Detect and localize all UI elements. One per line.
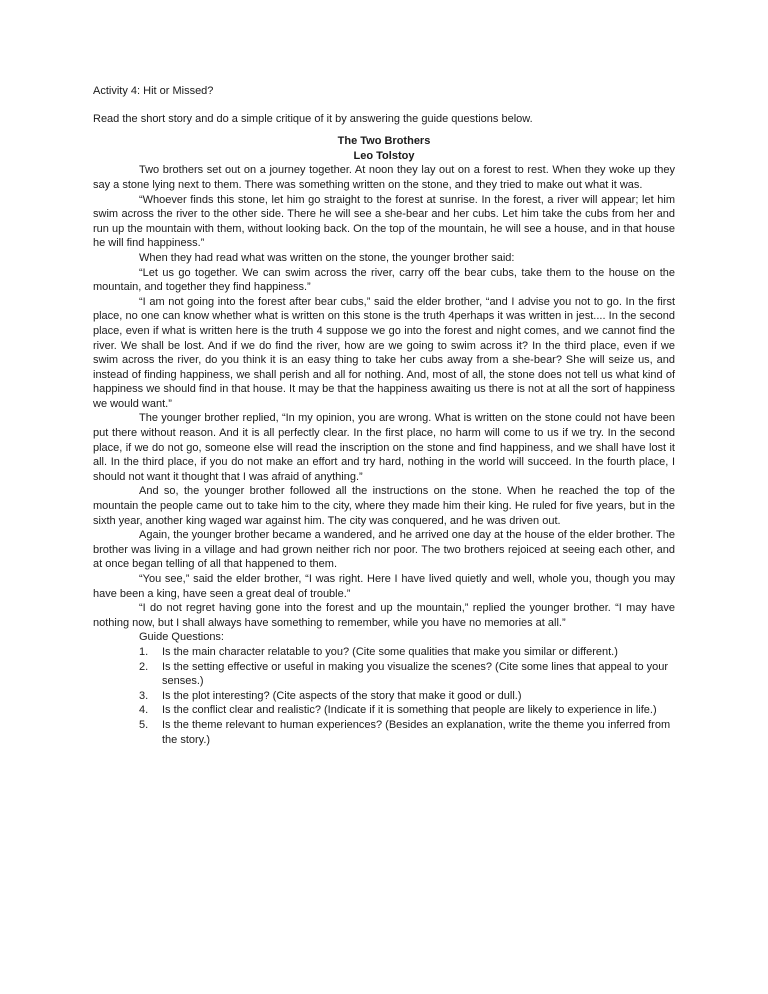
guide-questions-heading: Guide Questions:	[139, 631, 224, 644]
question-text: Is the theme relevant to human experiences? (Besides an explanation, write the theme you inferred from the story.)	[162, 718, 671, 746]
story-paragraph: “I do not regret having gone into the forest and up the mountain,” replied the younger brother. “I may have nothing now, but I shall always have something to remember, while you have no memories at all.”	[93, 602, 675, 629]
story-paragraph: And so, the younger brother followed all the instructions on the stone. When he reached the top of the mountain the people came out to take him to the city, where they made him their king. He ruled for five years, but in the sixth year, another king waged war against him. The city was conquered, and he was driven out.	[93, 485, 675, 527]
story-paragraph: When they had read what was written on the stone, the younger brother said:	[139, 251, 515, 264]
question-text: Is the conflict clear and realistic? (Indicate if it is something that people are likely to experience in life.)	[162, 704, 657, 717]
guide-question	[93, 703, 675, 718]
guide-question	[93, 718, 675, 747]
question-number: 5.	[139, 718, 149, 731]
story-title: The Two Brothers	[337, 135, 431, 148]
question-text: Is the main character relatable to you? (Cite some qualities that make you similar or different.)	[162, 645, 618, 658]
story-paragraph: “Let us go together. We can swim across the river, carry off the bear cubs, take them to the house on the mountain, and together they find happiness.”	[93, 266, 675, 294]
guide-questions-list	[93, 645, 675, 747]
question-number: 2.	[139, 660, 149, 673]
question-number: 3.	[139, 689, 149, 702]
story-paragraph: “I am not going into the forest after bear cubs,” said the elder brother, “and I advise you not to go. In the first place, no one can know whether what is written on this stone is the truth 4perhaps it was written in jest.... In the second place, even if what is written here is the truth 4 suppose we go into the forest and night comes, and we cannot find the river. We shall be lost. And if we do find the river, how are we going to swim across it? In the third place, even if we swim across the river, do you think it is an easy thing to take her cubs away from a she-bear? She will seize us, and instead of finding happiness, we shall perish and all for nothing. And, most of all, the stone does not tell us what kind of happiness we should find in that house. It may be that the happiness awaiting us there is not at all the sort of happiness we would want.”	[93, 295, 675, 410]
story-body	[93, 163, 675, 630]
document-page	[93, 84, 675, 747]
question-text: Is the plot interesting? (Cite aspects of the story that make it good or dull.)	[162, 689, 522, 702]
story-author: Leo Tolstoy	[353, 149, 415, 162]
story-paragraph: “You see,” said the elder brother, “I was right. Here I have lived quietly and well, whole you, though you may have been a king, have seen a great deal of trouble.”	[93, 573, 675, 600]
guide-question	[93, 689, 675, 704]
instructions: Read the short story and do a simple critique of it by answering the guide questions below.	[93, 112, 533, 125]
guide-question	[93, 660, 675, 689]
story-paragraph: Again, the younger brother became a wandered, and he arrived one day at the house of the elder brother. The brother was living in a village and had grown neither rich nor poor. The two brothers rejoiced at seeing each other, and at once began telling of all that happened to them.	[93, 529, 675, 571]
story-paragraph: Two brothers set out on a journey together. At noon they lay out on a forest to rest. When they woke up they say a stone lying next to them. There was something written on the stone, and they tried to make out what it was.	[93, 164, 675, 191]
question-number: 4.	[139, 704, 149, 717]
activity-heading: Activity 4: Hit or Missed?	[93, 85, 214, 97]
question-number: 1.	[139, 645, 149, 658]
story-paragraph: The younger brother replied, “In my opinion, you are wrong. What is written on the stone could not have been put there without reason. And it is all perfectly clear. In the first place, no harm will come to us if we try. In the second place, if we do not go, someone else will read the inscription on the stone and find happiness, and we shall have lost it all. In the third place, if you do not make an effort and try hard, nothing in the world will succeed. In the fourth place, I should not want it thought that I was afraid of anything.”	[93, 412, 675, 483]
question-text: Is the setting effective or useful in making you visualize the scenes? (Cite some lines that appeal to your senses.)	[162, 660, 669, 688]
guide-question	[93, 645, 675, 660]
story-paragraph: “Whoever finds this stone, let him go straight to the forest at sunrise. In the forest, a river will appear; let him swim across the river to the other side. There he will see a she-bear and her cubs. Let him take the cubs from her and run up the mountain with them, without looking back. On the top of the mountain, he will see a house, and in that house he will find happiness.”	[93, 193, 675, 250]
